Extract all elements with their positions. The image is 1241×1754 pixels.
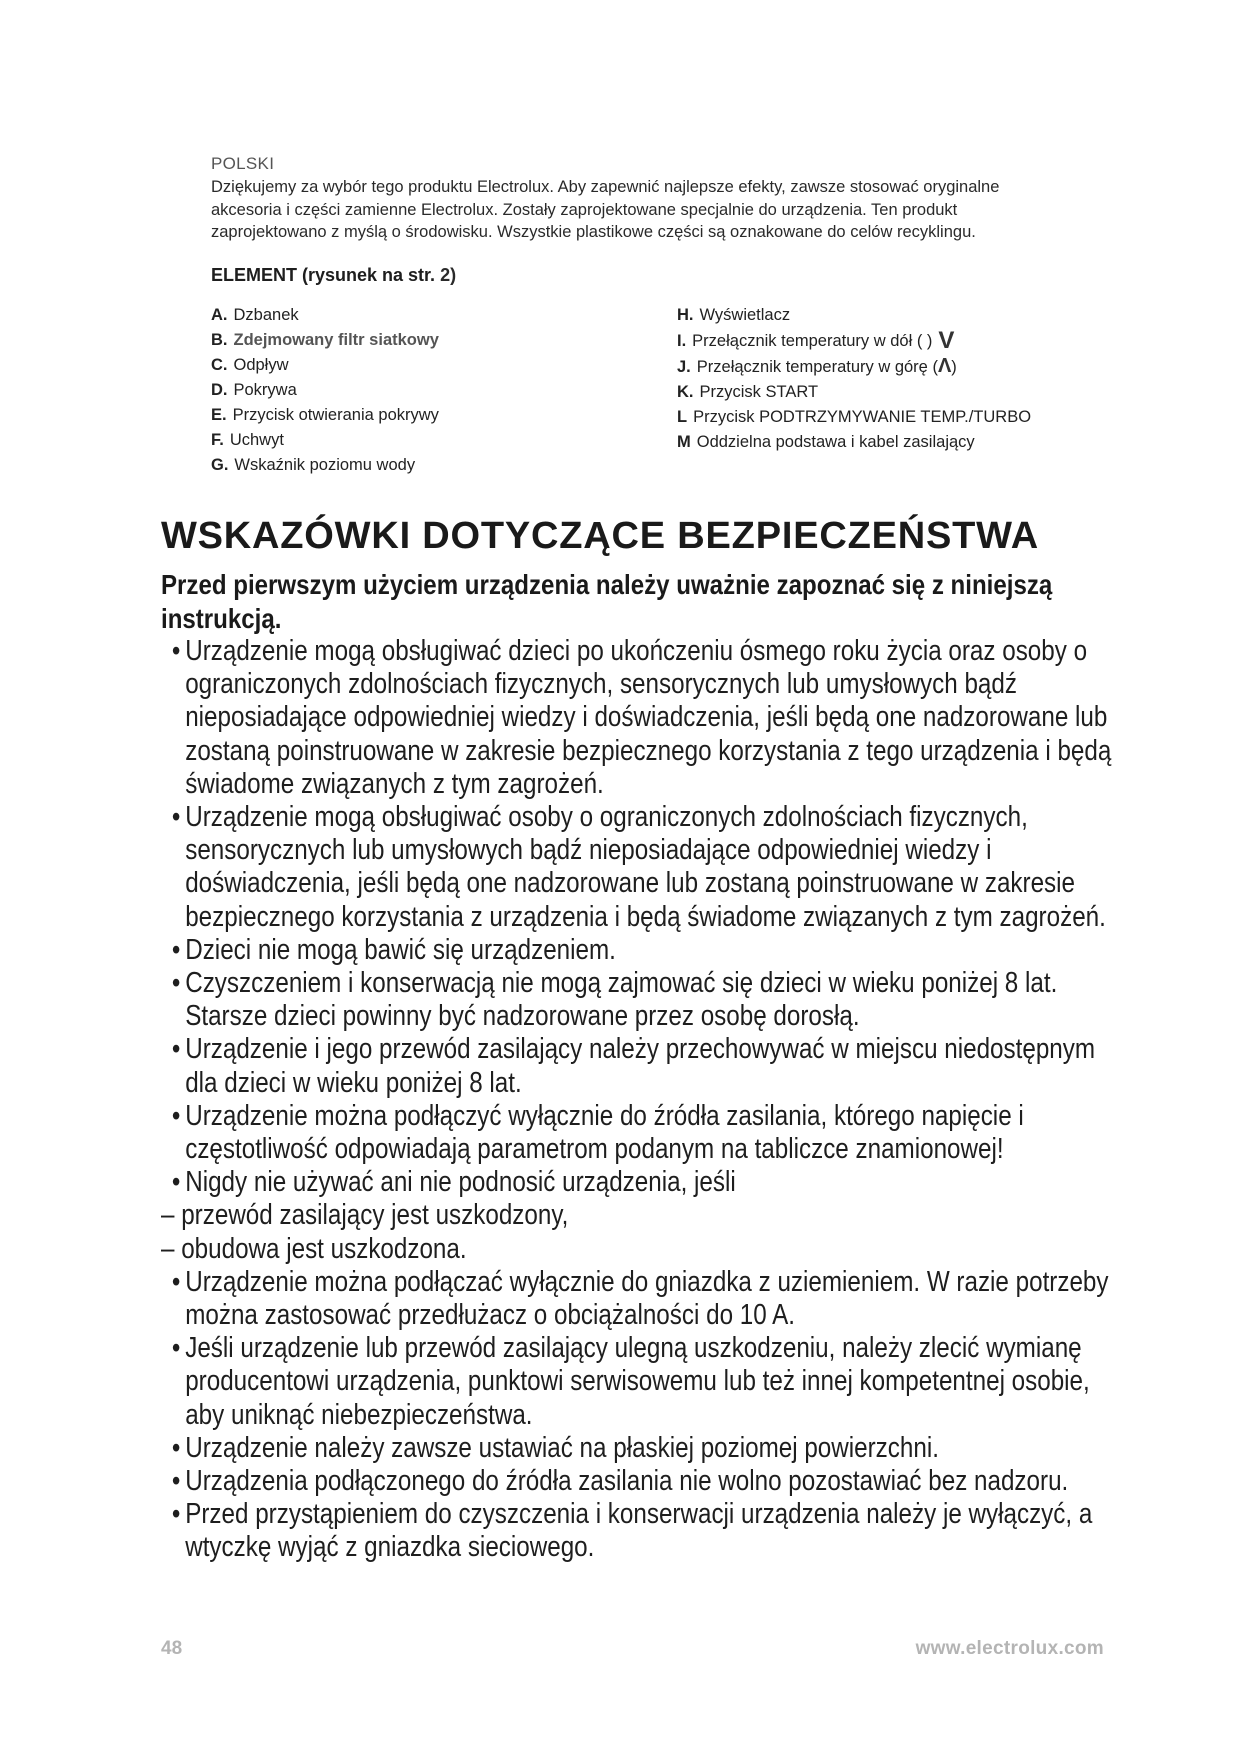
part-key: B. <box>211 331 228 349</box>
part-item-c <box>211 353 631 378</box>
elements-heading <box>211 265 456 286</box>
language-label: POLSKI <box>211 154 275 173</box>
safety-item-text: Dzieci nie mogą bawić się urządzeniem. <box>185 933 616 966</box>
part-label: Oddzielna podstawa i kabel zasilający <box>696 433 975 451</box>
safety-item-text: Urządzenie można podłączyć wyłącznie do źródła zasilania, którego napięcie i częstotliwość odpowiadają parametrom podanym na tabliczce znamionowej! <box>185 1099 1024 1166</box>
part-label: Pokrywa <box>233 381 297 399</box>
part-key: I. <box>677 332 687 350</box>
safety-item <box>161 1465 1130 1498</box>
intro-line: zaprojektowano z myślą o środowisku. Wszystkie plastikowe części są oznakowane do celów recyklingu. <box>211 223 976 241</box>
part-label: Odpływ <box>233 356 289 374</box>
bullet: • <box>171 1465 181 1498</box>
safety-item <box>161 1100 1130 1166</box>
parts-list-right <box>677 303 1117 455</box>
safety-item-text: Urządzenie mogą obsługiwać osoby o ograniczonych zdolnościach fizycznych, sensorycznych lub umysłowych bądź nieposiadające odpowiedniej wiedzy i doświadczenia, jeśli będą one nadzorowane lub zostaną poinstruowane w zakresie bezpiecznego korzystania z urządzenia i będą świadome związanych z tym zagrożeń. <box>185 801 1106 933</box>
intro-line: akcesoria i części zamienne Electrolux. Zostały zaprojektowane specjalnie do urządzenia. Ten produkt <box>211 200 958 219</box>
part-label: Przełącznik temperatury w górę ( <box>696 358 938 376</box>
footer-url: www.electrolux.com <box>915 1638 1104 1659</box>
safety-item-text: Urządzenia podłączonego do źródła zasilania nie wolno pozostawiać bez nadzoru. <box>185 1465 1069 1498</box>
part-item-b <box>211 328 631 353</box>
part-label-suffix: ) <box>951 358 957 376</box>
chevron-down-icon: V <box>938 327 955 354</box>
safety-subitem <box>161 1199 1130 1232</box>
bullet: • <box>171 1033 181 1066</box>
part-label: Przycisk START <box>699 383 819 401</box>
safety-item <box>161 1498 1130 1564</box>
part-label: Uchwyt <box>229 431 284 449</box>
part-label: Dzbanek <box>233 306 299 324</box>
bullet: • <box>171 933 181 966</box>
part-key: K. <box>677 383 694 401</box>
part-item-i <box>677 328 1117 354</box>
part-key: J. <box>677 358 691 376</box>
safety-item-text: Przed przystąpieniem do czyszczenia i konserwacji urządzenia należy je wyłączyć, a wtyczkę wyjąć z gniazdka sieciowego. <box>185 1498 1093 1564</box>
part-key: C. <box>211 356 228 374</box>
safety-item-text: Urządzenie i jego przewód zasilający należy przechowywać w miejscu niedostępnym dla dzieci w wieku poniżej 8 lat. <box>185 1033 1096 1099</box>
safety-item <box>161 1266 1130 1332</box>
safety-subitem-text: obudowa jest uszkodzona. <box>181 1232 467 1265</box>
bullet: • <box>171 801 181 834</box>
bullet: • <box>171 1265 181 1298</box>
part-key: D. <box>211 381 228 399</box>
bullet: • <box>171 1431 181 1464</box>
chevron-up-icon: Λ <box>937 355 952 377</box>
part-item-l <box>677 405 1117 430</box>
safety-item <box>161 967 1130 1033</box>
bullet: • <box>171 1498 181 1531</box>
part-key: L <box>677 408 688 426</box>
bullet: • <box>171 1166 181 1199</box>
safety-list <box>161 635 1130 1565</box>
part-item-d <box>211 378 631 403</box>
safety-item <box>161 1332 1130 1432</box>
part-item-m <box>677 430 1117 455</box>
elements-heading-text: ELEMENT (rysunek na str. <box>211 265 436 285</box>
part-item-h <box>677 303 1117 328</box>
safety-title: WSKAZÓWKI DOTYCZĄCE BEZPIECZEŃSTWA <box>161 515 1039 557</box>
part-label: Wyświetlacz <box>699 306 791 324</box>
part-item-e <box>211 403 631 428</box>
safety-item <box>161 1166 1130 1199</box>
elements-page-ref: 2) <box>440 265 457 285</box>
safety-item-text: Czyszczeniem i konserwacją nie mogą zajmować się dzieci w wieku poniżej 8 lat. Starsze dzieci powinny być nadzorowane przez osobę dorosłą. <box>185 967 1058 1033</box>
part-key: A. <box>211 306 228 324</box>
part-key: G. <box>211 456 229 474</box>
intro-paragraph <box>211 176 1091 244</box>
parts-list-left <box>211 303 631 478</box>
part-label: Przycisk PODTRZYMYWANIE TEMP./TURBO <box>693 408 1032 426</box>
part-item-a <box>211 303 631 328</box>
bullet: • <box>171 1332 181 1365</box>
part-key: H. <box>677 306 694 324</box>
bullet: • <box>171 635 181 667</box>
part-item-j <box>677 354 1117 380</box>
part-key: M <box>677 433 691 451</box>
safety-item <box>161 934 1130 967</box>
part-item-f <box>211 428 631 453</box>
bullet: • <box>171 967 181 1000</box>
part-item-k <box>677 380 1117 405</box>
safety-item-text: Urządzenie można podłączać wyłącznie do gniazdka z uziemieniem. W razie potrzeby można zastosować przedłużacz o obciążalności do 10 A. <box>185 1265 1109 1332</box>
part-label: Przełącznik temperatury w dół ( ) <box>692 332 933 350</box>
safety-subitem <box>161 1233 1130 1266</box>
part-label: Zdejmowany filtr siatkowy <box>233 331 439 349</box>
safety-item <box>161 1432 1130 1465</box>
part-key: F. <box>211 431 224 449</box>
safety-subtitle: Przed pierwszym użyciem urządzenia należy uważnie zapoznać się z niniejszą instrukcją. <box>161 569 1053 634</box>
dash: – <box>161 1232 175 1265</box>
safety-item-text: Urządzenie należy zawsze ustawiać na płaskiej poziomej powierzchni. <box>185 1431 939 1464</box>
page-number: 48 <box>161 1638 183 1659</box>
safety-item <box>161 801 1130 934</box>
intro-line: Dziękujemy za wybór tego produktu Electrolux. Aby zapewnić najlepsze efekty, zawsze stosować oryginalne <box>211 178 1000 196</box>
safety-item-text: Urządzenie mogą obsługiwać dzieci po ukończeniu ósmego roku życia oraz osoby o ograniczonych zdolnościach fizycznych, sensorycznych lub umysłowych bądź nieposiadające odpowiedniej wiedzy i doświadczenia, jeśli będą one nadzorowane lub zostaną poinstruowane w zakresie bezpiecznego korzystania z tego urządzenia i będą świadome związanych z tym zagrożeń. <box>185 635 1112 800</box>
safety-item <box>161 635 1130 801</box>
part-label: Przycisk otwierania pokrywy <box>232 406 439 424</box>
bullet: • <box>171 1099 181 1132</box>
safety-item <box>161 1033 1130 1099</box>
safety-subitem-text: przewód zasilający jest uszkodzony, <box>181 1199 569 1232</box>
part-item-g <box>211 453 631 478</box>
safety-item-text: Jeśli urządzenie lub przewód zasilający ulegną uszkodzeniu, należy zlecić wymianę producentowi urządzenia, punktowi serwisowemu lub też innej kompetentnej osobie, aby uniknąć niebezpieczeństwa. <box>185 1332 1090 1431</box>
dash: – <box>161 1199 175 1232</box>
part-key: E. <box>211 406 227 424</box>
safety-item-text: Nigdy nie używać ani nie podnosić urządzenia, jeśli <box>185 1166 736 1199</box>
part-label: Wskaźnik poziomu wody <box>234 456 416 474</box>
